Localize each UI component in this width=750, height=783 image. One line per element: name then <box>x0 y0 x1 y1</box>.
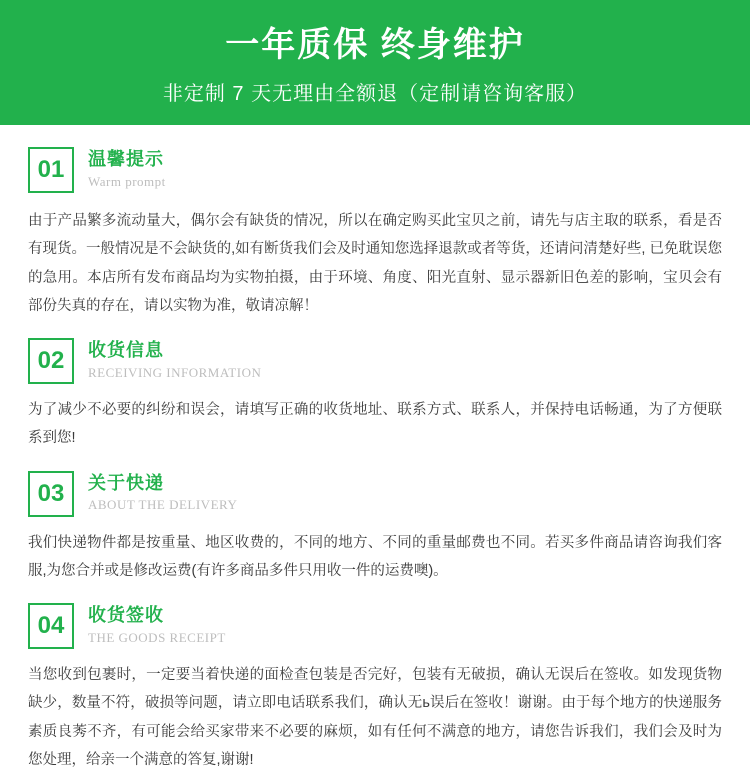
section-heading-text <box>88 471 237 514</box>
section-body: 我们快递物件都是按重量、地区收费的，不同的地方、不同的重量邮费也不同。若买多件商品请咨询我们客服,为您合并或是修改运费(有许多商品多件只用收一件的运费噢)。 <box>28 534 722 579</box>
section-body: 为了减少不必要的纠纷和误会，请填写正确的收货地址、联系方式、联系人，并保持电话畅通，为了方便联系到您! <box>28 402 722 447</box>
section-subtitle: ABOUT THE DELIVERY <box>88 497 238 513</box>
section-title: 收货签收 <box>88 605 164 626</box>
section-receiving-information <box>28 338 722 453</box>
section-title: 收货信息 <box>88 340 164 361</box>
section-subtitle: Warm prompt <box>88 173 166 189</box>
section-about-the-delivery <box>28 471 722 586</box>
section-header <box>28 471 722 517</box>
section-number-badge: 02 <box>28 338 74 384</box>
section-the-goods-receipt <box>28 603 722 774</box>
section-header <box>28 338 722 384</box>
section-body: 由于产品繁多流动量大，偶尔会有缺货的情况，所以在确定购买此宝贝之前，请先与店主取的联系，看是否有现货。一般情况是不会缺货的,如有断货我们会及时通知您选择退款或者等货，还请问清楚好些, 已免耽误您的急用。本店所有发布商品均为实物拍摄，由于环境、角度、阳光直射、显示器新旧色差的影响，宝贝会有部份失真的存在，请以实物为准，敬请凉解！ <box>28 213 722 314</box>
section-heading-text <box>88 603 226 646</box>
section-heading-text <box>88 338 261 381</box>
promo-banner <box>0 0 750 125</box>
banner-title: 一年质保 终身维护 <box>225 25 525 64</box>
section-header <box>28 147 722 193</box>
section-header <box>28 603 722 649</box>
section-number-badge: 03 <box>28 471 74 517</box>
section-body: 当您收到包裹时，一定要当着快递的面检查包装是否完好，包装有无破损，确认无误后在签收。如发现货物缺少，数量不符，破损等问题，请立即电话联系我们，确认无ь误后在签收！谢谢。由于每个地方的快递服务素质良莠不齐，有可能会给买家带来不必要的麻烦，如有任何不满意的地方，请您告诉我们，我们会及时为您处理，给亲一个满意的答复,谢谢! <box>28 667 722 768</box>
section-heading-text <box>88 147 166 190</box>
section-title: 温馨提示 <box>88 149 164 169</box>
section-subtitle: RECEIVING INFORMATION <box>88 364 262 380</box>
section-number-badge: 01 <box>28 147 74 193</box>
sections-container <box>0 125 750 774</box>
section-subtitle: THE GOODS RECEIPT <box>88 629 226 645</box>
section-title: 关于快递 <box>88 472 164 493</box>
section-warm-prompt <box>28 147 722 320</box>
section-number-badge: 04 <box>28 603 74 649</box>
banner-subtitle: 非定制 7 天无理由全额退（定制请咨询客服） <box>162 83 588 106</box>
